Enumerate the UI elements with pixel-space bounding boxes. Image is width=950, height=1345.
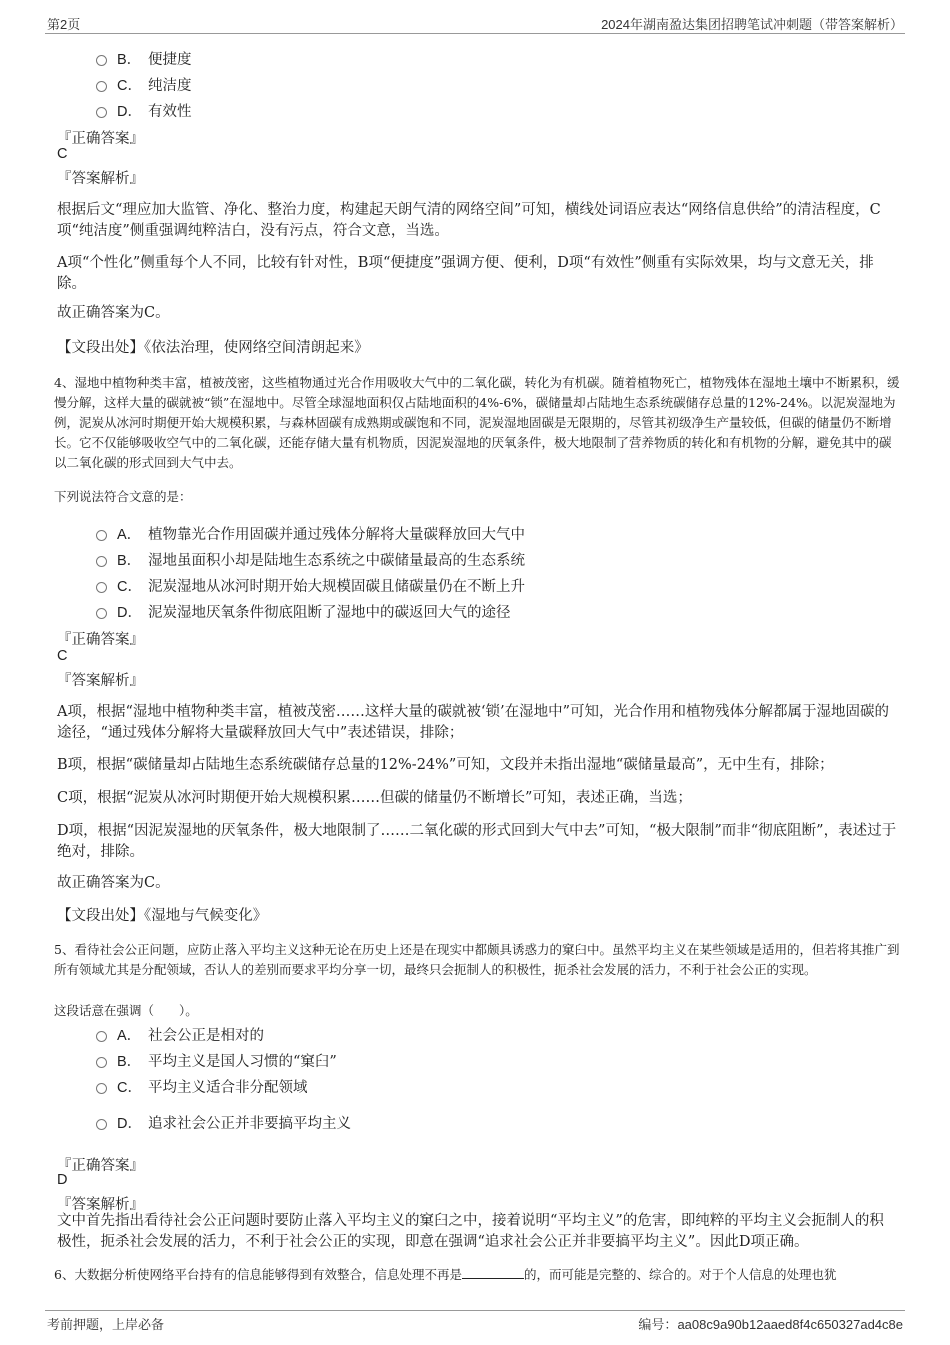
footer-slogan: 考前押题，上岸必备 — [47, 1317, 165, 1332]
radio-icon[interactable] — [96, 582, 107, 593]
radio-icon[interactable] — [96, 556, 107, 567]
option-text: 平均主义适合非分配领域 — [148, 1080, 308, 1096]
radio-icon[interactable] — [96, 1031, 107, 1042]
stem-text: 的，而可能是完整的、综合的。对于个人信息的处理也犹 — [523, 1267, 837, 1282]
source-citation: 【文段出处】《湿地与气候变化》 — [57, 908, 268, 924]
analysis-label: 『答案解析』 — [57, 673, 144, 689]
q4-option-d[interactable] — [96, 601, 511, 622]
question-prompt: 这段话意在强调（ ）。 — [54, 1003, 198, 1018]
correct-answer: C — [57, 146, 68, 162]
fill-blank — [462, 1266, 524, 1279]
option-letter: D． — [117, 1116, 142, 1132]
option-letter: A． — [117, 527, 142, 543]
radio-icon[interactable] — [96, 1057, 107, 1068]
page-number: 第2页 — [47, 17, 81, 32]
option-text: 泥炭湿地厌氧条件彻底阻断了湿地中的碳返回大气的途径 — [148, 605, 511, 621]
analysis-paragraph: D项，根据“因泥炭湿地的厌氧条件，极大地限制了……二氧化碳的形式回到大气中去”可知，“极大限制”而非“彻底阻断”，表述过于绝对，排除。 — [57, 823, 897, 860]
question-prompt: 下列说法符合文意的是： — [54, 489, 192, 504]
analysis-paragraph: C项，根据“泥炭从冰河时期便开始大规模积累……但碳的储量仍不断增长”可知，表述正确，当选； — [57, 790, 692, 806]
q5-option-a[interactable] — [96, 1024, 264, 1045]
source-citation: 【文段出处】《依法治理，使网络空间清朗起来》 — [57, 340, 369, 356]
option-text: 泥炭湿地从冰河时期开始大规模固碳且储碳量仍在不断上升 — [148, 579, 525, 595]
footer-divider — [45, 1310, 905, 1311]
analysis-conclusion: 故正确答案为C。 — [57, 875, 170, 891]
analysis-label: 『答案解析』 — [57, 1197, 144, 1213]
correct-answer: D — [57, 1172, 68, 1188]
option-text: 有效性 — [148, 104, 192, 120]
q5-option-b[interactable] — [96, 1050, 337, 1071]
analysis-paragraph: A项“个性化”侧重每个人不同，比较有针对性，B项“便捷度”强调方便、便利，D项“有效性”侧重有实际效果，均与文意无关，排除。 — [57, 255, 874, 292]
option-letter: B． — [117, 1054, 142, 1070]
option-text: 追求社会公正并非要搞平均主义 — [148, 1116, 351, 1132]
analysis-conclusion: 故正确答案为C。 — [57, 305, 170, 321]
code-label: 编号： — [638, 1317, 678, 1332]
correct-answer: C — [57, 648, 68, 664]
correct-answer-label: 『正确答案』 — [57, 632, 144, 648]
analysis-paragraph: B项，根据“碳储量却占陆地生态系统碳储存总量的12%-24%”可知，文段并未指出湿地“碳储量最高”，无中生有，排除； — [57, 757, 834, 773]
option-letter: B． — [117, 52, 142, 68]
option-text: 植物靠光合作用固碳并通过残体分解将大量碳释放回大气中 — [148, 527, 525, 543]
radio-icon[interactable] — [96, 107, 107, 118]
q5-option-c[interactable] — [96, 1076, 308, 1097]
q5-option-d[interactable] — [96, 1112, 351, 1133]
option-letter: B． — [117, 553, 142, 569]
option-letter: D． — [117, 104, 142, 120]
option-text: 平均主义是国人习惯的“窠臼” — [148, 1054, 337, 1070]
q3-option-c[interactable] — [96, 74, 192, 95]
correct-answer-label: 『正确答案』 — [57, 1158, 144, 1174]
radio-icon[interactable] — [96, 1083, 107, 1094]
q4-option-a[interactable] — [96, 523, 525, 544]
radio-icon[interactable] — [96, 55, 107, 66]
option-text: 社会公正是相对的 — [148, 1028, 264, 1044]
question-stem: 5、看待社会公正问题，应防止落入平均主义这种无论在历史上还是在现实中都颇具诱惑力的窠臼中。虽然平均主义在某些领域是适用的，但若将其推广到所有领域尤其是分配领域，否认人的差别而要求平均分享一切，最终只会扼制人的积极性，扼杀社会发展的活力，不利于社会公正的实现。 — [54, 942, 900, 977]
analysis-label: 『答案解析』 — [57, 171, 144, 187]
radio-icon[interactable] — [96, 81, 107, 92]
q3-option-d[interactable] — [96, 100, 192, 121]
question-stem: 4、湿地中植物种类丰富，植被茂密，这些植物通过光合作用吸收大气中的二氧化碳，转化为有机碳。随着植物死亡，植物残体在湿地土壤中不断累积，缓慢分解，这样大量的碳就被“锁”在湿地中。尽管全球湿地面积仅占陆地面积的4%-6%，碳储量却占陆地生态系统碳储存总量的12%-24%。以泥炭湿地为例，泥炭从冰河时期便开始大规模积累，与森林固碳有成熟期或碳饱和不同，泥炭湿地固碳是无限期的，尽管其初级净生产量较低，但碳的储量仍不断增长。它不仅能够吸收空气中的二氧化碳，还能存储大量有机物质，因泥炭湿地的厌氧条件，极大地限制了营养物质的转化和有机物的分解，避免其中的碳以二氧化碳的形式回到大气中去。 — [54, 375, 900, 470]
option-text: 便捷度 — [148, 52, 192, 68]
analysis-paragraph: 文中首先指出看待社会公正问题时要防止落入平均主义的窠臼之中，接着说明“平均主义”的危害，即纯粹的平均主义会扼制人的积极性，扼杀社会发展的活力，不利于社会公正的实现，即意在强调“追求社会公正并非要搞平均主义”。因此D项正确。 — [57, 1213, 884, 1250]
option-letter: D． — [117, 605, 142, 621]
question-stem — [54, 1265, 902, 1285]
document-title: 2024年湖南盈达集团招聘笔试冲刺题（带答案解析） — [601, 17, 903, 32]
q3-option-b[interactable] — [96, 48, 192, 69]
stem-text: 6、大数据分析使网络平台持有的信息能够得到有效整合，信息处理不再是 — [54, 1267, 462, 1282]
header-divider — [45, 33, 905, 34]
radio-icon[interactable] — [96, 530, 107, 541]
q4-option-b[interactable] — [96, 549, 525, 570]
code-value: aa08c9a90b12aaed8f4c650327ad4c8e — [677, 1317, 903, 1332]
correct-answer-label: 『正确答案』 — [57, 131, 144, 147]
option-text: 湿地虽面积小却是陆地生态系统之中碳储量最高的生态系统 — [148, 553, 525, 569]
radio-icon[interactable] — [96, 1119, 107, 1130]
option-letter: C． — [117, 1080, 142, 1096]
analysis-paragraph: 根据后文“理应加大监管、净化、整治力度，构建起天朗气清的网络空间”可知，横线处词语应表达“网络信息供给”的清洁程度，C项“纯洁度”侧重强调纯粹洁白，没有污点，符合文意，当选。 — [57, 202, 881, 239]
radio-icon[interactable] — [96, 608, 107, 619]
option-letter: A． — [117, 1028, 142, 1044]
q4-option-c[interactable] — [96, 575, 525, 596]
document-code — [638, 1314, 903, 1333]
analysis-paragraph: A项，根据“湿地中植物种类丰富，植被茂密……这样大量的碳就被‘锁’在湿地中”可知，光合作用和植物残体分解都属于湿地固碳的途径，“通过残体分解将大量碳释放回大气中”表述错误，排除； — [57, 704, 890, 741]
option-letter: C． — [117, 579, 142, 595]
option-letter: C． — [117, 78, 142, 94]
option-text: 纯洁度 — [148, 78, 192, 94]
